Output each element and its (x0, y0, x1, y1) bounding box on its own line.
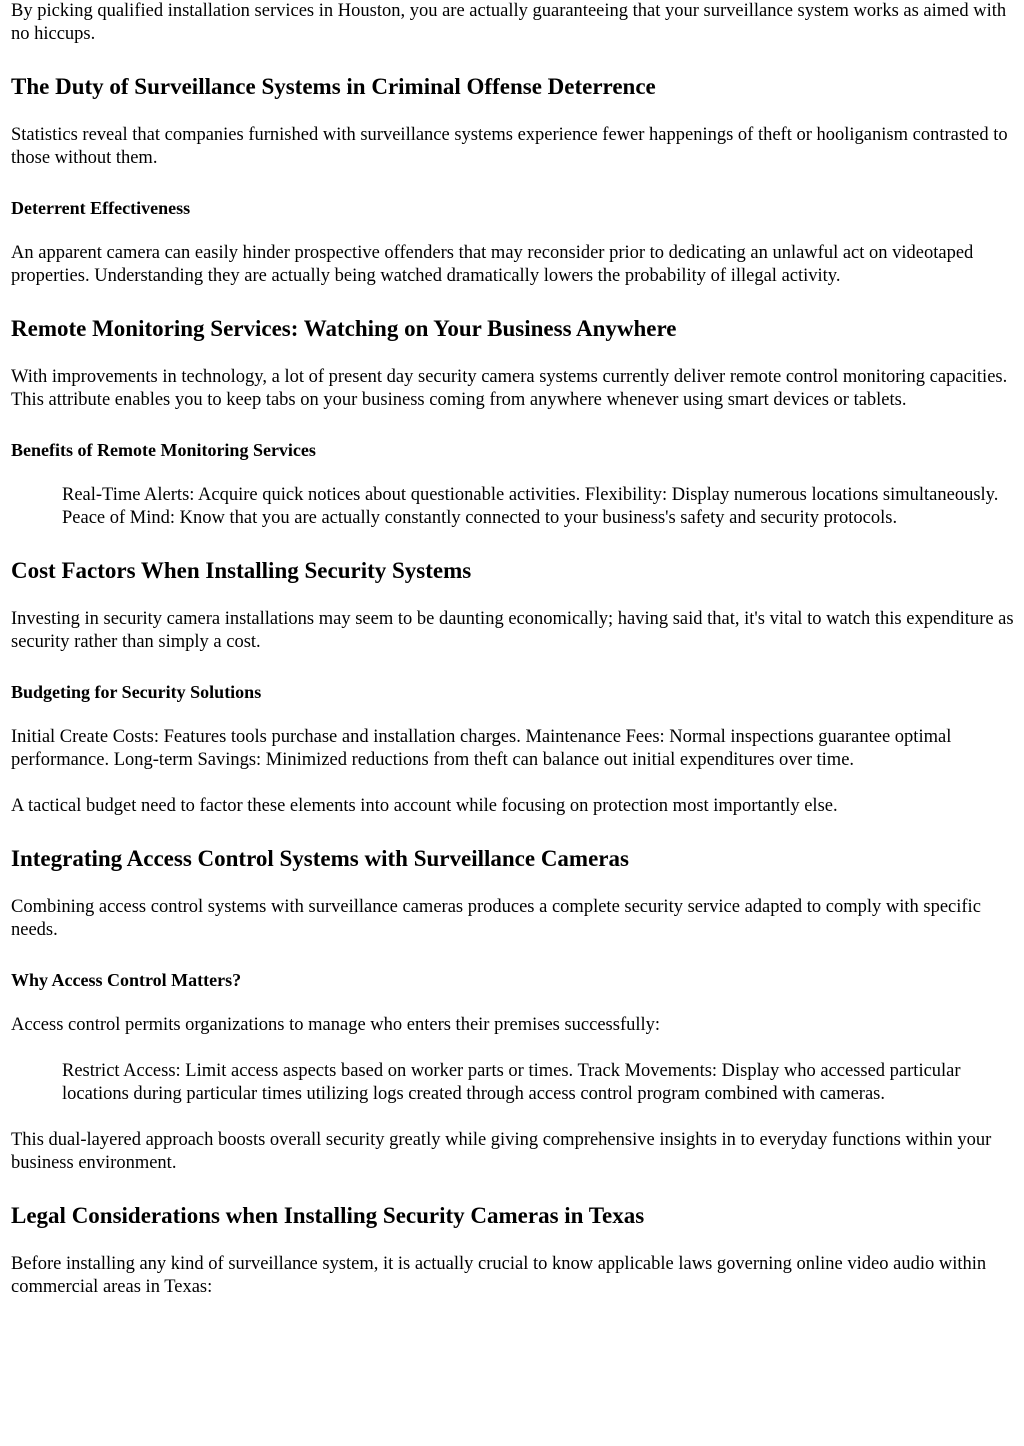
paragraph-cost-factors: Investing in security camera installations may seem to be daunting economically; having said that, it's vital to watch this expenditure as security rather than simply a cost. (11, 609, 1014, 652)
quote-remote-benefits: Real-Time Alerts: Acquire quick notices about questionable activities. Flexibility: Display numerous locations simultaneously. Peace of Mind: Know that you are actually constantly connected to your business's safety and security protocols. (62, 485, 999, 528)
intro-paragraph: By picking qualified installation services in Houston, you are actually guaranteeing that your surveillance system works as aimed with no hiccups. (11, 1, 1007, 44)
paragraph-tactical-budget: A tactical budget need to factor these elements into account while focusing on protection most importantly else. (11, 796, 838, 816)
heading-access-control: Integrating Access Control Systems with Surveillance Cameras (11, 846, 629, 871)
paragraph-deterrent-effectiveness: An apparent camera can easily hinder prospective offenders that may reconsider prior to dedicating an unlawful act on videotaped properties. Understanding they are actually being watched dramatically lowers the probability of illegal activity. (11, 243, 974, 286)
heading-remote-monitoring: Remote Monitoring Services: Watching on Your Business Anywhere (11, 316, 677, 341)
paragraph-legal-considerations: Before installing any kind of surveillance system, it is actually crucial to know applicable laws governing online video audio within commercial areas in Texas: (11, 1254, 987, 1297)
paragraph-remote-monitoring: With improvements in technology, a lot of present day security camera systems currently deliver remote control monitoring capacities. This attribute enables you to keep tabs on your business coming from anywhere whenever using smart devices or tablets. (11, 367, 1008, 410)
paragraph-access-control-permits: Access control permits organizations to manage who enters their premises successfully: (11, 1015, 661, 1035)
subheading-deterrent-effectiveness: Deterrent Effectiveness (11, 198, 191, 218)
quote-access-control: Restrict Access: Limit access aspects based on worker parts or times. Track Movements: Display who accessed particular locations during particular times utilizing logs created through access control program combined with cameras. (62, 1061, 961, 1104)
paragraph-budgeting: Initial Create Costs: Features tools purchase and installation charges. Maintenance Fees: Normal inspections guarantee optimal performance. Long-term Savings: Minimized reductions from theft can balance out initial expenditures over time. (11, 727, 952, 770)
paragraph-dual-layered: This dual-layered approach boosts overall security greatly while giving comprehensive insights in to everyday functions within your business environment. (11, 1130, 992, 1173)
subheading-remote-benefits: Benefits of Remote Monitoring Services (11, 440, 316, 460)
heading-deterrence: The Duty of Surveillance Systems in Criminal Offense Deterrence (11, 74, 656, 99)
subheading-budgeting: Budgeting for Security Solutions (11, 682, 262, 702)
heading-cost-factors: Cost Factors When Installing Security Systems (11, 558, 472, 583)
subheading-why-access-control: Why Access Control Matters? (11, 970, 242, 990)
heading-legal-considerations: Legal Considerations when Installing Security Cameras in Texas (11, 1203, 645, 1228)
paragraph-deterrence: Statistics reveal that companies furnished with surveillance systems experience fewer happenings of theft or hooliganism contrasted to those without them. (11, 125, 1008, 168)
article-body (11, 0, 1015, 1299)
paragraph-access-control: Combining access control systems with surveillance cameras produces a complete security service adapted to comply with specific needs. (11, 897, 981, 940)
